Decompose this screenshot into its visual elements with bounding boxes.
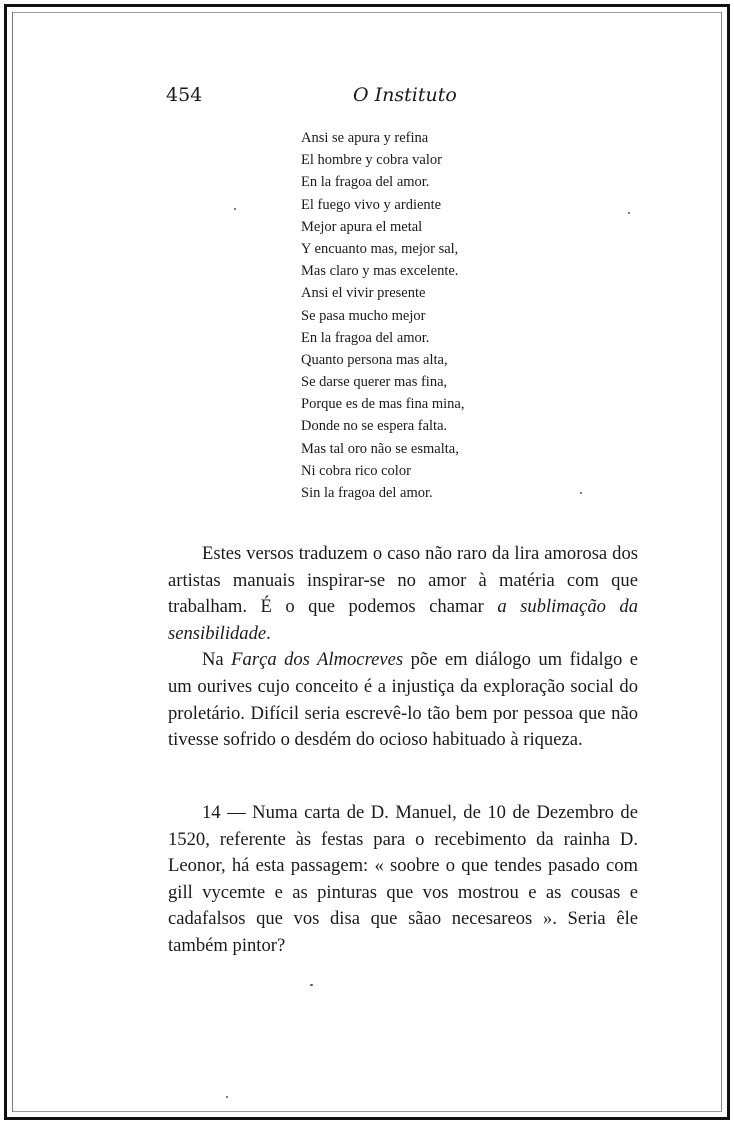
work-title: Farça dos Almocreves xyxy=(231,649,404,671)
scan-speck xyxy=(310,984,313,986)
page-number: 454 xyxy=(166,84,203,106)
verse-line: Y encuanto mas, mejor sal, xyxy=(301,240,459,257)
poem-block xyxy=(301,127,561,504)
verse-line: Mas tal oro não se esmalta, xyxy=(301,440,459,457)
body-text-block xyxy=(168,541,638,754)
verse-line: Se darse querer mas fina, xyxy=(301,374,448,391)
verse-line: El fuego vivo y ardiente xyxy=(301,196,442,213)
page-header xyxy=(0,80,734,114)
verse-line: Ni cobra rico color xyxy=(301,462,411,479)
running-title: O Instituto xyxy=(353,84,457,106)
paragraph-sublimation xyxy=(168,541,638,647)
verse-line: El hombre y cobra valor xyxy=(301,152,442,169)
verse-line: Donde no se espera falta. xyxy=(301,418,448,435)
scan-speck xyxy=(628,212,630,214)
paragraph-text: Na xyxy=(202,649,232,671)
verse-line: Se pasa mucho mejor xyxy=(301,307,426,324)
section-14-block xyxy=(168,800,638,960)
scan-speck xyxy=(234,208,236,210)
paragraph-text: Estes versos traduzem o caso não raro da lira amorosa dos artistas manuais inspirar-se no amor à matéria com que trabalham. É o que podemos chamar xyxy=(168,543,638,618)
scan-speck xyxy=(580,492,582,494)
verse-line: Mas claro y mas excelente. xyxy=(301,263,459,280)
paragraph-text: . xyxy=(266,622,271,644)
verse-line: Ansi se apura y refina xyxy=(301,130,429,146)
verse-line: Mejor apura el metal xyxy=(301,218,423,235)
scan-speck xyxy=(226,1096,228,1098)
verse-line: Sin la fragoa del amor. xyxy=(301,485,433,501)
verse-line: En la fragoa del amor. xyxy=(301,174,430,191)
paragraph-section-14: 14 — Numa carta de D. Manuel, de 10 de Dezembro de 1520, referente às festas para o recebimento da rainha D. Leonor, há esta passagem: « soobre o que tendes pasado com gill vycemte e as pinturas que vos mostrou e as cousas e cadafalsos que vos disa que sãao necesareos ». Seria êle também pintor? xyxy=(168,802,638,956)
verse-line: Quanto persona mas alta, xyxy=(301,351,448,368)
italic-phrase: a sublimação da sensibilidade xyxy=(168,596,639,644)
verse-line: Ansi el vivir presente xyxy=(301,285,426,302)
verse-line: Porque es de mas fina mina, xyxy=(301,396,465,413)
verse-line: En la fragoa del amor. xyxy=(301,329,430,346)
paragraph-text: põe em diálogo um fidalgo e um ourives cujo conceito é a injustiça da exploração social do proletário. Difícil seria escrevê-lo tão bem por pessoa que não tivesse sofrido o desdém do ocioso habituado à riqueza. xyxy=(168,649,638,751)
paragraph-farca xyxy=(168,647,638,753)
